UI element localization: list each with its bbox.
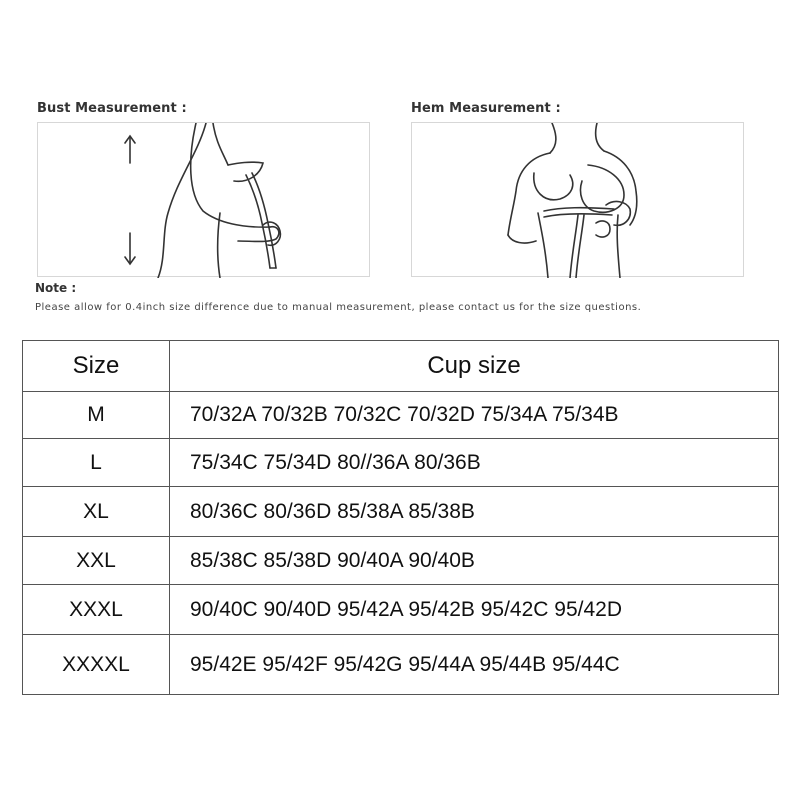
table-row [23,585,779,635]
bust-measurement-label: Bust Measurement : [37,101,187,116]
cup-size-cell: 80/36C 80/36D 85/38A 85/38B [170,487,779,537]
bust-measurement-illustration [37,122,370,277]
size-cell: XXL [23,537,170,585]
note-text: Please allow for 0.4inch size difference due to manual measurement, please contact us for the size questions. [35,302,642,313]
table-row [23,392,779,439]
header-size: Size [23,341,170,392]
size-chart-table [22,340,779,695]
table-row [23,537,779,585]
table-row [23,487,779,537]
size-cell: XL [23,487,170,537]
cup-size-cell: 85/38C 85/38D 90/40A 90/40B [170,537,779,585]
table-header-row [23,341,779,392]
up-arrow-icon [125,136,135,163]
size-cell: XXXL [23,585,170,635]
table-row [23,635,779,695]
size-cell: L [23,439,170,487]
hem-measurement-illustration [411,122,744,277]
cup-size-cell: 70/32A 70/32B 70/32C 70/32D 75/34A 75/34B [170,392,779,439]
cup-size-cell: 90/40C 90/40D 95/42A 95/42B 95/42C 95/42D [170,585,779,635]
cup-size-cell: 95/42E 95/42F 95/42G 95/44A 95/44B 95/44C [170,635,779,695]
hem-measurement-label: Hem Measurement : [411,101,561,116]
down-arrow-icon [125,233,135,264]
header-cup-size: Cup size [170,341,779,392]
table-row [23,439,779,487]
size-cell: M [23,392,170,439]
note-label: Note : [35,281,77,295]
size-cell: XXXXL [23,635,170,695]
cup-size-cell: 75/34C 75/34D 80//36A 80/36B [170,439,779,487]
